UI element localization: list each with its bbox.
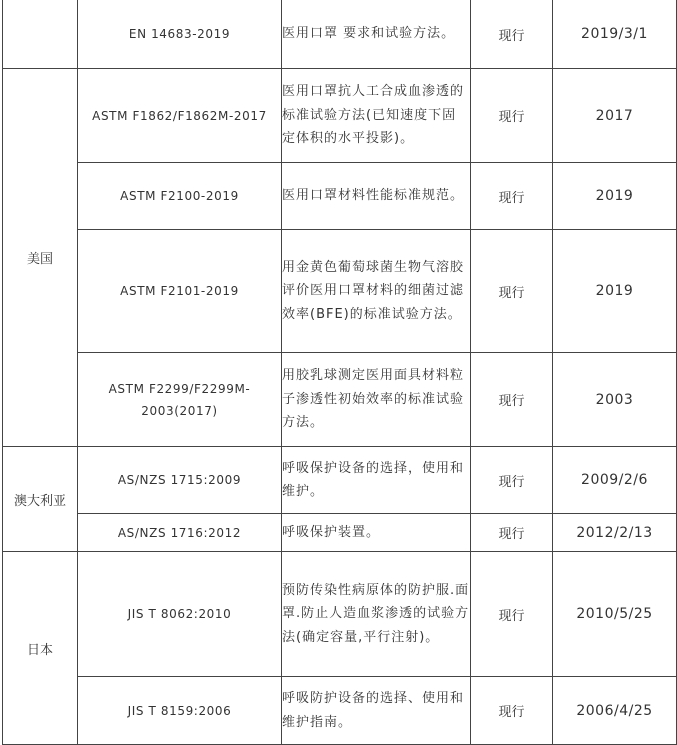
standard-title: 医用口罩材料性能标准规范。 xyxy=(282,163,471,230)
standard-date: 2009/2/6 xyxy=(553,447,677,514)
standard-code: ASTM F2101-2019 xyxy=(78,230,282,353)
standard-status: 现行 xyxy=(471,230,553,353)
country-japan: 日本 xyxy=(3,552,78,745)
standard-code: AS/NZS 1716:2012 xyxy=(78,514,282,552)
table-row xyxy=(3,69,677,163)
country-cell-empty xyxy=(3,0,78,69)
standard-title: 医用口罩抗人工合成血渗透的标准试验方法(已知速度下固定体积的水平投影)。 xyxy=(282,69,471,163)
standard-status: 现行 xyxy=(471,514,553,552)
standard-status: 现行 xyxy=(471,0,553,69)
standard-title: 呼吸防护设备的选择、使用和维护指南。 xyxy=(282,677,471,745)
standard-code: ASTM F2299/F2299M-2003(2017) xyxy=(78,353,282,447)
standard-date: 2017 xyxy=(553,69,677,163)
standard-title: 用金黄色葡萄球菌生物气溶胶评价医用口罩材料的细菌过滤效率(BFE)的标准试验方法。 xyxy=(282,230,471,353)
standard-code: AS/NZS 1715:2009 xyxy=(78,447,282,514)
standard-status: 现行 xyxy=(471,69,553,163)
standard-date: 2006/4/25 xyxy=(553,677,677,745)
standard-date: 2019 xyxy=(553,163,677,230)
standard-title: 呼吸保护装置。 xyxy=(282,514,471,552)
standard-code: ASTM F1862/F1862M-2017 xyxy=(78,69,282,163)
standard-status: 现行 xyxy=(471,447,553,514)
table-row xyxy=(3,447,677,514)
table-row xyxy=(3,0,677,69)
table-row xyxy=(3,552,677,677)
standard-code: JIS T 8159:2006 xyxy=(78,677,282,745)
country-australia: 澳大利亚 xyxy=(3,447,78,552)
standard-title: 用胶乳球测定医用面具材料粒子渗透性初始效率的标准试验方法。 xyxy=(282,353,471,447)
standard-status: 现行 xyxy=(471,552,553,677)
standard-date: 2019 xyxy=(553,230,677,353)
standard-title: 预防传染性病原体的防护服.面罩.防止人造血浆渗透的试验方法(确定容量,平行注射)。 xyxy=(282,552,471,677)
standard-date: 2012/2/13 xyxy=(553,514,677,552)
standard-title: 呼吸保护设备的选择，使用和维护。 xyxy=(282,447,471,514)
standard-date: 2010/5/25 xyxy=(553,552,677,677)
standard-code: EN 14683-2019 xyxy=(78,0,282,69)
standard-code: ASTM F2100-2019 xyxy=(78,163,282,230)
table-row xyxy=(3,514,677,552)
standard-date: 2003 xyxy=(553,353,677,447)
table-row xyxy=(3,163,677,230)
table-row xyxy=(3,230,677,353)
standard-code: JIS T 8062:2010 xyxy=(78,552,282,677)
standards-table xyxy=(2,0,677,745)
table-row xyxy=(3,677,677,745)
standard-date: 2019/3/1 xyxy=(553,0,677,69)
table-row xyxy=(3,353,677,447)
standard-status: 现行 xyxy=(471,163,553,230)
standard-status: 现行 xyxy=(471,677,553,745)
standard-status: 现行 xyxy=(471,353,553,447)
standard-title: 医用口罩 要求和试验方法。 xyxy=(282,0,471,69)
country-usa: 美国 xyxy=(3,69,78,447)
